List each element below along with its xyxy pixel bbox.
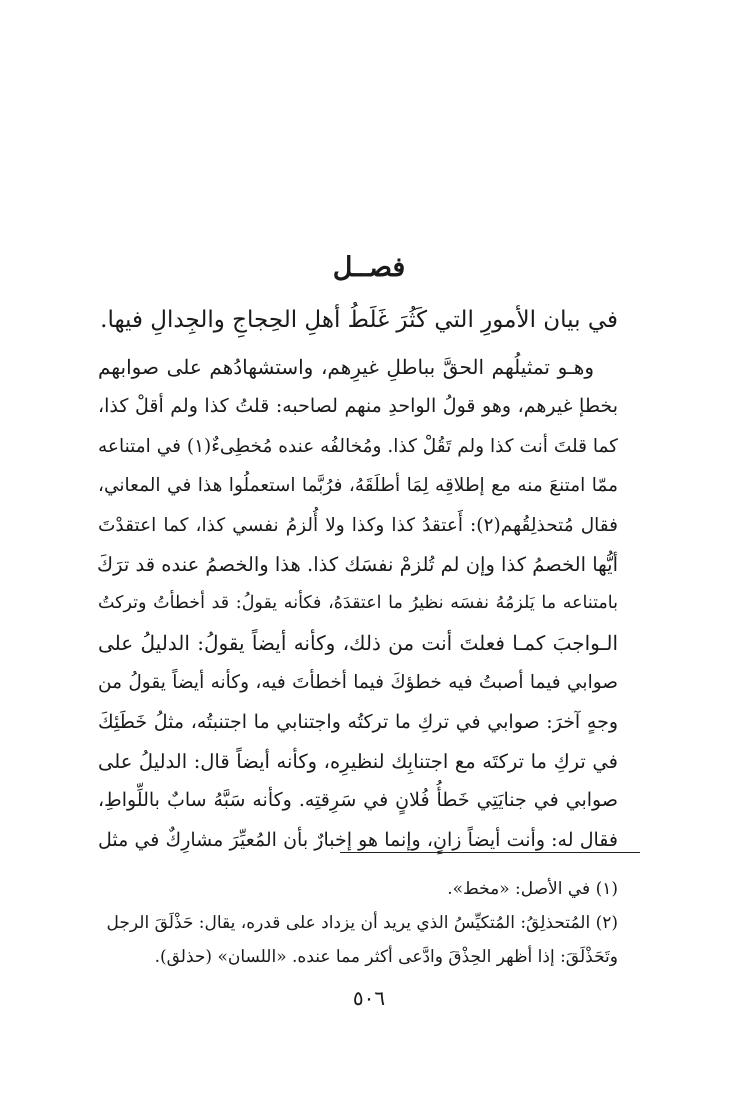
footnote-divider — [340, 852, 640, 853]
body-line: صوابي فيما أصبتُ فيه خطؤكَ فيما أخطأتَ فيه، وكأنه أيضاً يقولُ من — [98, 672, 618, 694]
body-line: وجهٍ آخرَ: صوابي في تركِ ما تركتُه واجتنابي ما اجتنبتُه، مثلُ خَطَئِكَ — [98, 710, 618, 733]
section-title: فصــل — [332, 252, 406, 283]
body-line: أيُّها الخصمُ كذا وإن لم تُلزمْ نفسَك كذا. هذا والخصمُ عنده قد ترَكَ — [97, 552, 618, 576]
section-intro: في بيان الأمورِ التي كَثُرَ غَلَطُ أهلِ الحِجاجِ والجِدالِ فيها. — [100, 307, 618, 333]
body-line: ممّا امتنعَ منه مع إطلاقِه لِمَا أطلَقَهُ، فرُبَّما استعملُوا هذا في المعاني، — [98, 475, 618, 497]
body-text — [98, 348, 618, 860]
body-line: فقال مُتحذلِقُهم(٢): أَعتقدُ كذا وكذا ولا أُلزمُ نفسي كذا، كما اعتقدْتَ — [98, 514, 618, 536]
body-line: بامتناعه ما يَلزمُهُ نفسَه نظيرُ ما اعتقدَهُ، فكأنه يقولُ: قد أخطأتُ وتركتُ — [98, 593, 618, 614]
body-line: وهـو تمثيلُهم الحقَّ بباطلِ غيرِهم، واستشهادُهم على صوابهم — [98, 355, 594, 379]
body-line: الـواجبَ كمـا فعلتَ أنت من ذلك، وكأنه أيضاً يقولُ: الدليلُ على — [98, 630, 618, 655]
footnote-2: (٢) المُتحذلِقُ: المُتكيِّسُ الذي يريد أن يزداد على قدره، يقال: حَذْلَقَ الرجل — [106, 913, 618, 933]
body-line: بخطإ غيرهم، وهو قولُ الواحدِ منهم لصاحبه: قلتُ كذا ولم أقلْ كذا، — [98, 395, 618, 418]
body-line: فقال له: وأنت أيضاً زانٍ، وإنما هو إخبارٌ بأن المُعيِّرَ مشارِكٌ في مثل — [98, 828, 618, 851]
body-line: كما قلتَ أنت كذا ولم تَقُلْ كذا. ومُخالفُه عنده مُخطِىءٌ(١) في امتناعه — [98, 435, 618, 457]
footnote-2-continued: وتَحَذْلَقَ: إذا أظهر الحِذْقَ وادَّعى أكثر مما عنده. «اللسان» (حذلق). — [154, 947, 618, 967]
footnotes — [98, 872, 618, 974]
body-line: في تركِ ما تركتَه مع اجتنابِك لنظيرِه، وكأنه أيضاً قال: الدليلُ على — [98, 749, 618, 773]
body-line: صوابي في جنايَتِي خَطأُ فُلانٍ في سَرِقتِه. وكأنه سَبَّهُ سابٌ باللِّواطِ، — [98, 789, 618, 812]
page-number: ٥٠٦ — [352, 986, 386, 1010]
footnote-1: (١) في الأصل: «مخط». — [447, 879, 618, 899]
